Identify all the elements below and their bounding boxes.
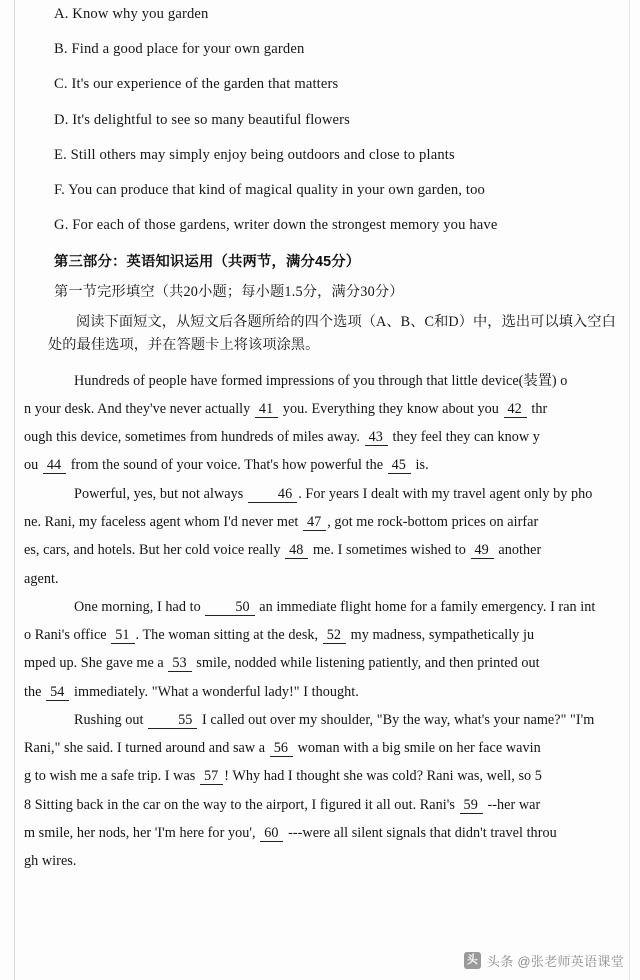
watermark bbox=[464, 951, 624, 970]
cloze-blank-60[interactable]: 60 bbox=[260, 826, 283, 842]
cloze-blank-43[interactable]: 43 bbox=[365, 430, 388, 446]
answer-options-list bbox=[24, 4, 622, 236]
cloze-blank-53[interactable]: 53 bbox=[168, 656, 191, 672]
passage-line: ne. Rani, my faceless agent whom I'd never met 47 , got me rock-bottom prices on airfar bbox=[24, 513, 539, 530]
cloze-blank-54[interactable]: 54 bbox=[46, 685, 69, 701]
cloze-blank-41[interactable]: 41 bbox=[255, 402, 278, 418]
passage-line: ou 44 from the sound of your voice. That's how powerful the 45 is. bbox=[24, 457, 429, 474]
page-right-margin-rule bbox=[629, 0, 630, 980]
option-e: E. Still others may simply enjoy being outdoors and close to plants bbox=[54, 146, 455, 163]
option-g: G. For each of those gardens, writer down the strongest memory you have bbox=[54, 217, 498, 234]
option-c: C. It's our experience of the garden that matters bbox=[54, 76, 339, 93]
passage-line: m smile, her nods, her 'I'm here for you', 60 ---were all silent signals that didn't travel throu bbox=[24, 825, 557, 842]
section-title: 第三部分：英语知识运用（共两节，满分45分） bbox=[54, 253, 361, 270]
passage-line: o Rani's office 51 . The woman sitting at the desk, 52 my madness, sympathetically ju bbox=[24, 627, 535, 644]
option-d: D. It's delightful to see so many beautiful flowers bbox=[54, 111, 351, 128]
passage-line: Rushing out 55 I called out over my shoulder, "By the way, what's your name?" "I'm bbox=[74, 711, 595, 728]
passage-line: One morning, I had to 50 an immediate flight home for a family emergency. I ran int bbox=[74, 598, 596, 615]
cloze-passage bbox=[24, 369, 622, 875]
watermark-text: 头条 @张老师英语课堂 bbox=[486, 954, 624, 969]
passage-line: 8 Sitting back in the car on the way to the airport, I figured it all out. Rani's 59 --her war bbox=[24, 796, 541, 813]
cloze-blank-46[interactable]: 46 bbox=[248, 487, 297, 503]
passage-line: ough this device, sometimes from hundreds of miles away. 43 they feel they can know y bbox=[24, 429, 540, 446]
cloze-blank-48[interactable]: 48 bbox=[285, 543, 308, 559]
passage-line: Rani," she said. I turned around and saw a 56 woman with a big smile on her face wavin bbox=[24, 740, 541, 757]
cloze-blank-49[interactable]: 49 bbox=[471, 543, 494, 559]
cloze-blank-59[interactable]: 59 bbox=[460, 798, 483, 814]
passage-line: mped up. She gave me a 53 smile, nodded while listening patiently, and then printed out bbox=[24, 655, 540, 672]
cloze-blank-51[interactable]: 51 bbox=[111, 628, 134, 644]
cloze-blank-45[interactable]: 45 bbox=[388, 458, 411, 474]
option-f: F. You can produce that kind of magical quality in your own garden, too bbox=[54, 182, 486, 199]
passage-line: Hundreds of people have formed impressions of you through that little device(装置) o bbox=[74, 372, 568, 389]
cloze-blank-42[interactable]: 42 bbox=[504, 402, 527, 418]
passage-line: agent. bbox=[24, 570, 59, 587]
cloze-blank-57[interactable]: 57 bbox=[200, 769, 223, 785]
instruction-text: 阅读下面短文，从短文后各题所给的四个选项（A、B、C和D）中，选出可以填入空白处的最佳选项，并在答题卡上将该项涂黑。 bbox=[48, 313, 616, 353]
cloze-blank-44[interactable]: 44 bbox=[43, 458, 66, 474]
passage-line: n your desk. And they've never actually 41 you. Everything they know about you 42 thr bbox=[24, 400, 548, 417]
cloze-blank-52[interactable]: 52 bbox=[323, 628, 346, 644]
subsection-title: 第一节完形填空（共20小题；每小题1.5分，满分30分） bbox=[54, 283, 404, 300]
option-a: A. Know why you garden bbox=[54, 6, 209, 22]
cloze-blank-56[interactable]: 56 bbox=[270, 741, 293, 757]
cloze-blank-47[interactable]: 47 bbox=[303, 515, 326, 531]
cloze-blank-50[interactable]: 50 bbox=[205, 600, 254, 616]
passage-line: the 54 immediately. "What a wonderful lady!" I thought. bbox=[24, 683, 359, 700]
passage-line: gh wires. bbox=[24, 853, 77, 870]
passage-line: Powerful, yes, but not always 46 . For years I dealt with my travel agent only by pho bbox=[74, 485, 593, 502]
toutiao-logo-icon: 头 bbox=[464, 952, 481, 969]
option-b: B. Find a good place for your own garden bbox=[54, 41, 305, 58]
page-left-margin-rule bbox=[14, 0, 15, 980]
passage-line: es, cars, and hotels. But her cold voice really 48 me. I sometimes wished to 49 another bbox=[24, 542, 542, 559]
passage-line: g to wish me a safe trip. I was 57 ! Why had I thought she was cold? Rani was, well, so 5 bbox=[24, 768, 542, 785]
cloze-blank-55[interactable]: 55 bbox=[148, 713, 197, 729]
